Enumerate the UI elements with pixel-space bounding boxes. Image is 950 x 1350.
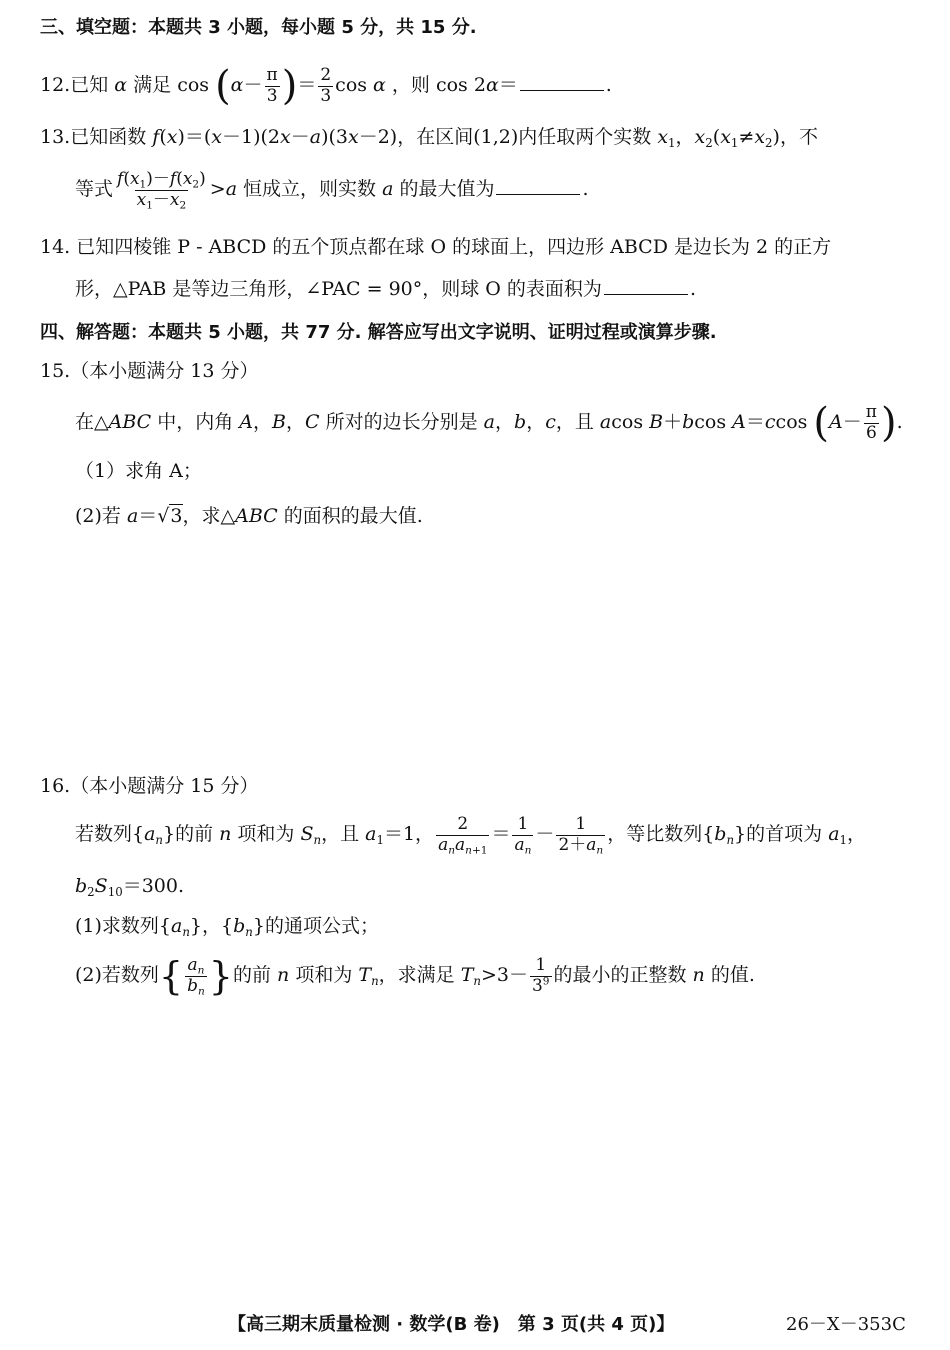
question-12-number: 12. <box>40 74 71 97</box>
answer-blank-12 <box>520 76 604 91</box>
question-15-part-2: (2)若 a＝√3，求△ABC 的面积的最大值. <box>75 505 423 527</box>
question-16-part-1: (1)求数列$\{a_n\}$，$\{b_n\}$的通项公式； <box>75 915 379 940</box>
section-answer-heading: 四、解答题：本题共 5 小题，共 77 分. 解答应写出文字说明、证明过程或演算步骤. <box>40 322 717 343</box>
question-16-part-2: (2)若数列{ $\frac{a_n}{b_n}$ }的前 n 项和为 $T_n$，求满足 $T_n>3-$ $\frac{1}{3^9}$ 的最小的正整数 n 的值. <box>75 954 755 999</box>
question-14-line-1: 14. 已知四棱锥 P - ABCD 的五个顶点都在球 O 的球面上，四边形 ABCD 是边长为 2 的正方 <box>40 236 832 258</box>
question-16-stem-line-1: 若数列$\{a_n\}$的前 n 项和为 $S_n$，且 $a_1=1$， $\frac{2}{a_na_{n+1}}$ ＝ $\frac{1}{a_n}$ － $\frac{1}{2+a_n}$ ，等比数列$\{b_n\}$的首项为 $a_1$， <box>75 814 867 857</box>
question-12: 12.已知 α 满足 cos (α－ $\frac{\pi}{3}$ )＝ $\frac{2}{3}$ cos α ，则 cos 2α＝ . <box>40 63 612 110</box>
question-13-number: 13. <box>40 126 71 148</box>
answer-blank-14 <box>604 280 688 295</box>
section-fill-heading: 三、填空题：本题共 3 小题，每小题 5 分，共 15 分. <box>40 17 477 38</box>
question-13-line-2: 等式 $\frac{f(x_1)-f(x_2)}{x_1-x_2}$ >a 恒成立，则实数 a 的最大值为 . <box>75 169 589 212</box>
question-14-line-2: 形，△PAB 是等边三角形，∠PAC = 90°，则球 O 的表面积为 . <box>75 278 696 300</box>
footer-title: 【高三期末质量检测 · 数学(B 卷) 第 3 页(共 4 页)】 <box>228 1314 675 1335</box>
footer-code: 26－X－353C <box>786 1314 906 1335</box>
question-16-stem-line-2: $b_2S_{10}=300$. <box>75 875 184 900</box>
question-16-head: 16.（本小题满分 15 分） <box>40 775 259 797</box>
question-14-line-2-text: 形，△PAB 是等边三角形，∠PAC = 90°，则球 O 的表面积为 <box>75 278 602 300</box>
question-15-part-1: （1）求角 A； <box>75 460 202 482</box>
question-15-head: 15.（本小题满分 13 分） <box>40 360 259 382</box>
question-13-line-1: 13.已知函数 f(x)＝(x－1)(2x－a)(3x－2)，在区间(1,2)内任取两个实数 $x_1$，$x_2(x_1\ne x_2)$，不 <box>40 126 818 151</box>
question-15-stem: 在△ABC 中，内角 A，B，C 所对的边长分别是 a，b，c，且 acos B＋bcos A＝ccos (A－ $\frac{\pi}{6}$ ). <box>75 400 903 447</box>
answer-blank-13 <box>496 180 580 195</box>
